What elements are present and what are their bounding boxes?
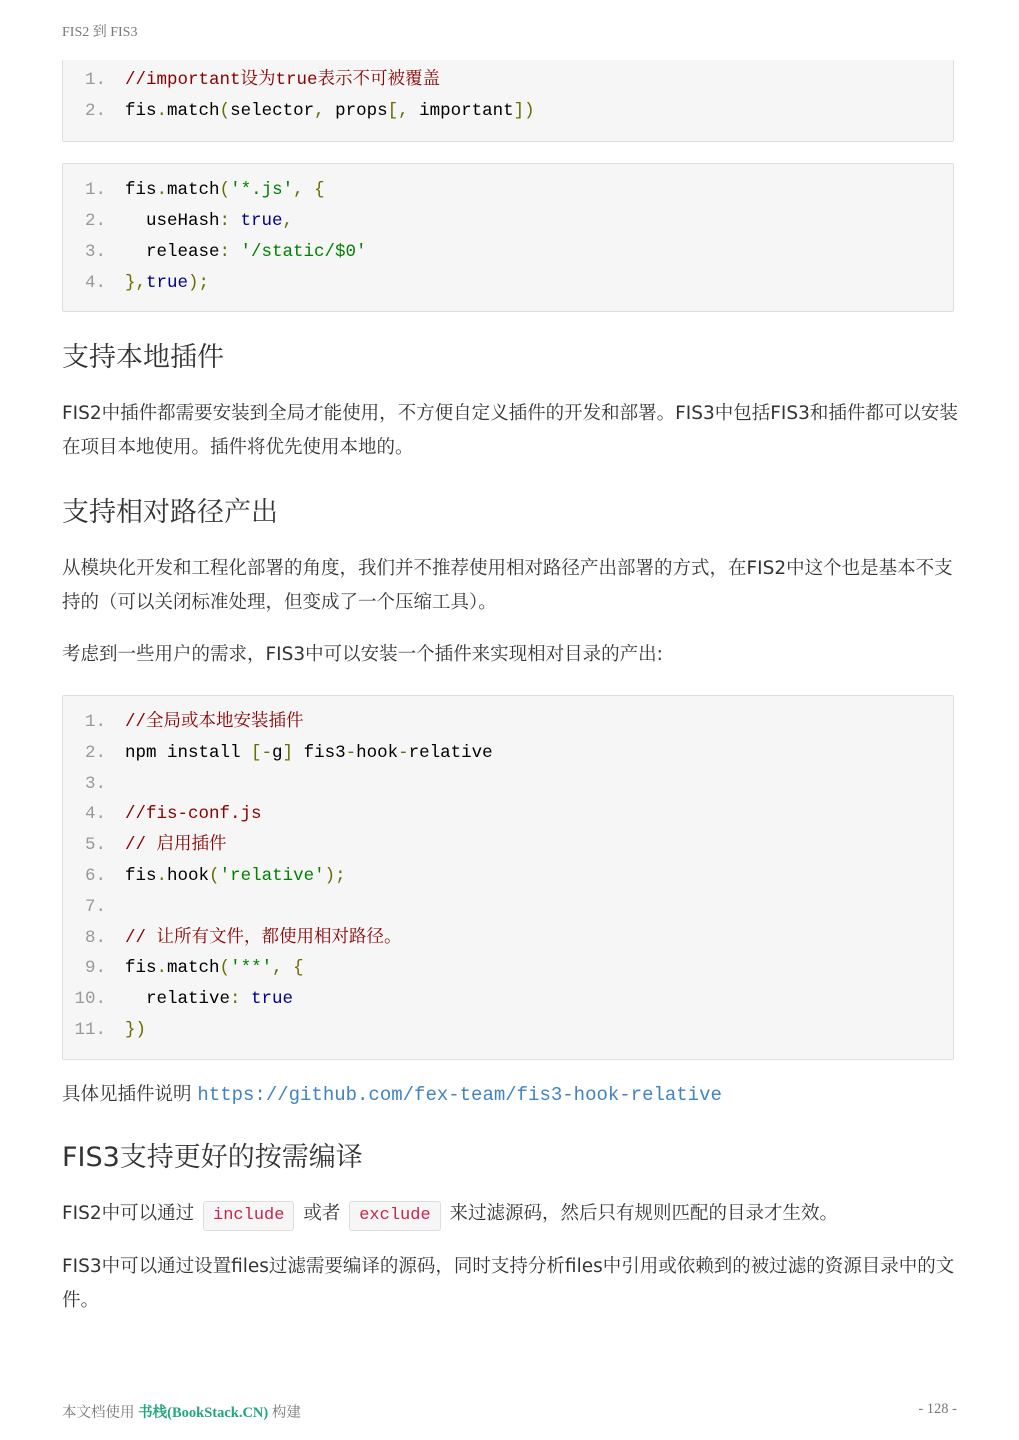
page-footer-credit — [62, 1401, 301, 1422]
footer-suffix: 构建 — [271, 1405, 301, 1421]
heading-on-demand-compile: FIS3支持更好的按需编译 — [62, 1142, 363, 1173]
running-header: FIS2 到 FIS3 — [62, 25, 138, 40]
line-number: 4. — [84, 273, 106, 293]
line-number: 10. — [74, 989, 106, 1010]
heading-local-plugins: 支持本地插件 — [62, 342, 224, 373]
code-text: relative: true — [125, 989, 294, 1010]
code-text: fis.match('*.js', { — [125, 180, 325, 200]
code-block-relative-plugin — [62, 695, 954, 1060]
line-number: 3. — [84, 773, 106, 794]
line-number: 3. — [84, 242, 106, 262]
line-number: 2. — [84, 101, 106, 121]
on-demand-paragraph-2: FIS3中可以通过设置files过滤需要编译的源码，同时支持分析files中引用或依赖到的被过滤的资源目录中的文件。 — [62, 1256, 955, 1311]
code-text: fis.hook('relative'); — [125, 866, 346, 886]
line-number: 5. — [84, 835, 106, 856]
code-text: // 启用插件 — [125, 835, 227, 856]
on-demand-text-c: 来过滤源码，然后只有规则匹配的目录才生效。 — [449, 1203, 839, 1224]
code-block-signature — [62, 60, 954, 142]
line-number: 2. — [84, 211, 106, 231]
line-number: 7. — [84, 896, 106, 917]
footer-prefix: 本文档使用 — [62, 1405, 135, 1421]
line-number: 2. — [84, 742, 106, 763]
code-text: },true); — [125, 273, 210, 293]
code-text: useHash: true, — [125, 211, 294, 231]
code-text: //全局或本地安装插件 — [125, 712, 304, 732]
line-number: 8. — [84, 927, 106, 948]
relative-path-paragraph-2: 考虑到一些用户的需求，FIS3中可以安装一个插件来实现相对目录的产出: — [62, 644, 663, 665]
code-text: }) — [125, 1020, 147, 1040]
inline-code-include: include — [203, 1201, 294, 1231]
code-text: //important设为true表示不可被覆盖 — [125, 70, 441, 90]
code-text: // 让所有文件，都使用相对路径。 — [125, 927, 402, 948]
plugin-note — [62, 1078, 962, 1112]
heading-relative-path: 支持相对路径产出 — [62, 497, 278, 528]
page-number: - 128 - — [918, 1401, 957, 1417]
inline-code-exclude: exclude — [349, 1201, 440, 1231]
local-plugins-paragraph: FIS2中插件都需要安装到全局才能使用，不方便自定义插件的开发和部署。FIS3中包括FIS3和插件都可以安装在项目本地使用。插件将优先使用本地的。 — [62, 403, 958, 458]
code-text: fis.match(selector, props[, important]) — [125, 101, 535, 121]
line-number: 1. — [84, 180, 106, 200]
line-number: 1. — [84, 712, 106, 732]
line-number: 6. — [84, 866, 106, 886]
code-text: fis.match('**', { — [125, 958, 304, 979]
plugin-link[interactable]: https://github.com/fex-team/fis3-hook-relative — [197, 1084, 722, 1106]
line-number: 1. — [84, 70, 106, 90]
line-number: 9. — [84, 958, 106, 979]
plugin-note-prefix: 具体见插件说明 — [62, 1084, 192, 1105]
on-demand-paragraph-1 — [62, 1197, 962, 1231]
relative-path-paragraph-1: 从模块化开发和工程化部署的角度，我们并不推荐使用相对路径产出部署的方式，在FIS2中这个也是基本不支持的（可以关闭标准处理，但变成了一个压缩工具）。 — [62, 558, 953, 613]
code-block-match-example — [62, 163, 954, 312]
footer-brand-link[interactable]: 书栈(BookStack.CN) — [138, 1405, 269, 1421]
on-demand-text-b: 或者 — [303, 1203, 341, 1224]
line-number: 11. — [74, 1020, 106, 1040]
on-demand-text-a: FIS2中可以通过 — [62, 1203, 195, 1224]
code-text: //fis-conf.js — [125, 804, 262, 825]
code-text: release: '/static/$0' — [125, 242, 367, 262]
code-text: npm install [-g] fis3-hook-relative — [125, 742, 493, 763]
line-number: 4. — [84, 804, 106, 825]
